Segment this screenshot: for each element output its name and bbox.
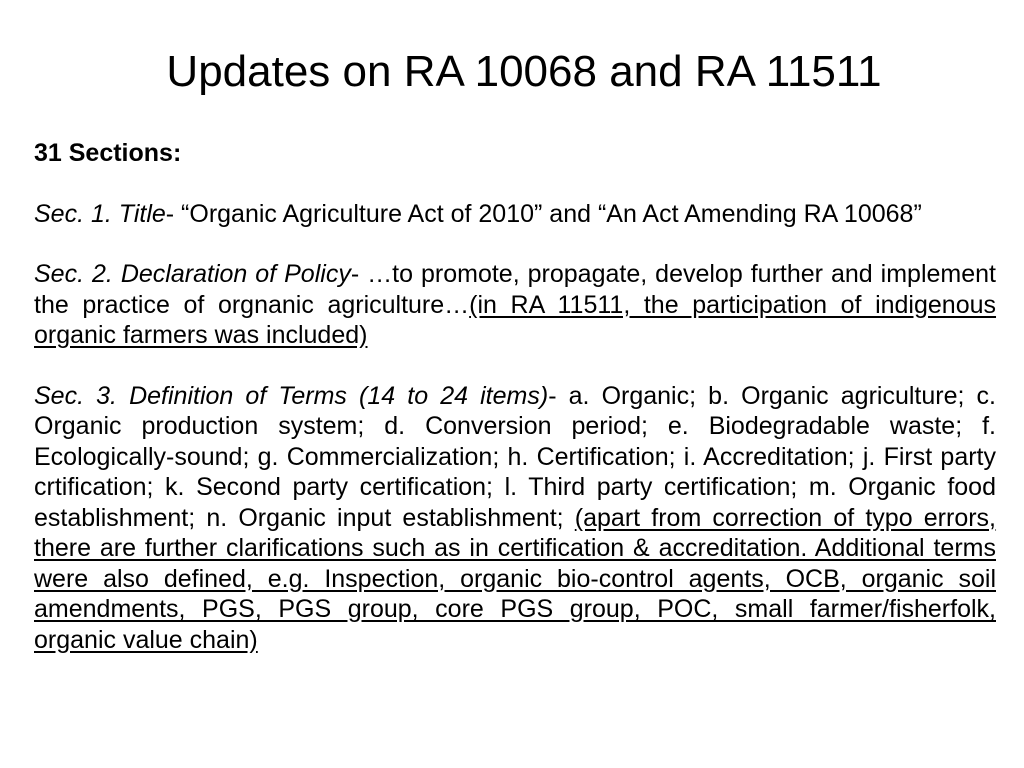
section-3 [34, 381, 996, 656]
section-2-label: Sec. 2. Declaration of Policy [34, 260, 351, 288]
section-2-note: (in RA 11511, the participation of indigenous organic farmers was included) [34, 290, 997, 349]
section-3-text: - a. Organic; b. Organic agriculture; c. Organic production system; d. Conversion period; e. Biodegradable waste; f. Ecologically-sound; g. Commercialization; h. Certification; i. Accreditation; j. First party crtification; k. Second party certification; l. Third party certification; m. Organic food establishment; n. Organic input establishment; [34, 381, 996, 532]
section-2-text: - …to promote, propagate, develop further and implement the practice of orgnanic agriculture… [34, 260, 996, 319]
slide-body [34, 138, 996, 655]
section-3-label: Sec. 3. Definition of Terms (14 to 24 items) [34, 381, 549, 410]
section-1-text: - “Organic Agriculture Act of 2010” and “An Act Amending RA 10068” [165, 199, 922, 228]
section-1 [34, 199, 996, 230]
slide-title: Updates on RA 10068 and RA 11511 [166, 47, 882, 96]
section-3-note: (apart from correction of typo errors, there are further clarifications such as in certification & accreditation. Additional terms were also defined, e.g. Inspection, organic bio-control agents, OCB, organic soil amendments, PGS, PGS group, core PGS group, POC, small farmer/fisherfolk, organic value chain) [34, 503, 997, 654]
section-2 [34, 259, 996, 351]
sections-heading: 31 Sections: [34, 139, 182, 167]
section-1-label: Sec. 1. Title [34, 199, 166, 228]
